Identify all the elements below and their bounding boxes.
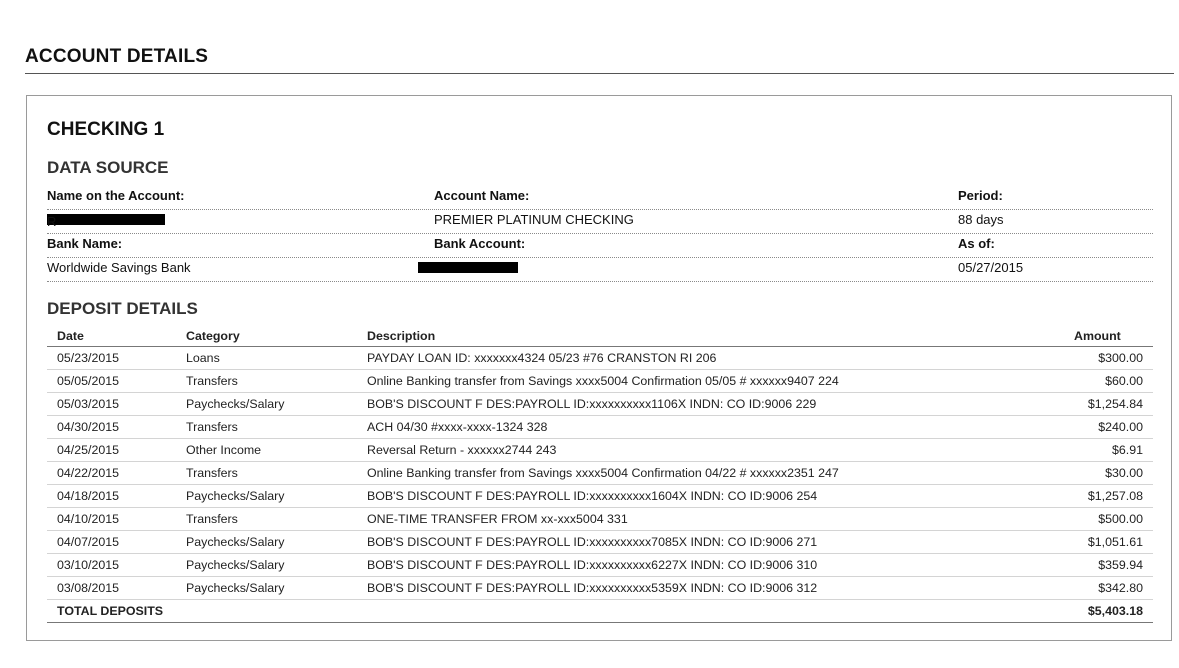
cell-amount: $1,257.08 <box>1074 485 1153 508</box>
as-of-label: As of: <box>958 236 995 251</box>
total-label: TOTAL DEPOSITS <box>47 600 176 623</box>
table-row <box>47 393 1153 416</box>
cell-date: 05/23/2015 <box>47 347 176 370</box>
cell-description: Reversal Return - xxxxxx2744 243 <box>357 439 1074 462</box>
column-header-description: Description <box>357 326 1074 347</box>
cell-description: Online Banking transfer from Savings xxxx5004 Confirmation 05/05 # xxxxxx9407 224 <box>357 370 1074 393</box>
data-source-grid <box>47 186 1153 282</box>
data-source-label-row <box>47 234 1153 258</box>
cell-date: 03/08/2015 <box>47 577 176 600</box>
cell-category: Loans <box>176 347 357 370</box>
deposit-table-header <box>47 326 1153 347</box>
cell-amount: $6.91 <box>1074 439 1153 462</box>
table-row <box>47 508 1153 531</box>
cell-description: Online Banking transfer from Savings xxxx5004 Confirmation 04/22 # xxxxxx2351 247 <box>357 462 1074 485</box>
cell-amount: $240.00 <box>1074 416 1153 439</box>
cell-description: BOB'S DISCOUNT F DES:PAYROLL ID:xxxxxxxxxx7085X INDN: CO ID:9006 271 <box>357 531 1074 554</box>
cell-date: 04/25/2015 <box>47 439 176 462</box>
table-row <box>47 439 1153 462</box>
bank-account-label: Bank Account: <box>434 236 526 251</box>
table-row <box>47 577 1153 600</box>
bank-name-value: Worldwide Savings Bank <box>47 260 191 275</box>
column-header-amount: Amount <box>1074 326 1153 347</box>
deposit-details-heading: DEPOSIT DETAILS <box>47 299 198 318</box>
cell-description: BOB'S DISCOUNT F DES:PAYROLL ID:xxxxxxxxxx1604X INDN: CO ID:9006 254 <box>357 485 1074 508</box>
bank-name-label: Bank Name: <box>47 236 123 251</box>
total-spacer <box>357 600 1074 623</box>
cell-date: 05/05/2015 <box>47 370 176 393</box>
period-label: Period: <box>958 188 1003 203</box>
cell-category: Transfers <box>176 416 357 439</box>
account-title: CHECKING 1 <box>47 119 165 140</box>
table-row <box>47 347 1153 370</box>
account-name-label: Account Name: <box>434 188 530 203</box>
data-source-heading: DATA SOURCE <box>47 158 169 177</box>
data-source-label-row <box>47 186 1153 210</box>
account-name-value: PREMIER PLATINUM CHECKING <box>434 212 634 227</box>
cell-date: 04/30/2015 <box>47 416 176 439</box>
cell-date: 03/10/2015 <box>47 554 176 577</box>
cell-category: Transfers <box>176 508 357 531</box>
cell-date: 04/18/2015 <box>47 485 176 508</box>
account-card <box>26 95 1172 641</box>
column-header-date: Date <box>47 326 176 347</box>
cell-date: 04/22/2015 <box>47 462 176 485</box>
cell-amount: $500.00 <box>1074 508 1153 531</box>
name-on-account-tail: R <box>47 214 57 229</box>
redaction-bar <box>47 214 165 225</box>
data-source-value-row <box>47 258 1153 282</box>
cell-date: 05/03/2015 <box>47 393 176 416</box>
cell-category: Paychecks/Salary <box>176 485 357 508</box>
cell-amount: $1,254.84 <box>1074 393 1153 416</box>
cell-category: Transfers <box>176 462 357 485</box>
total-row <box>47 600 1153 623</box>
cell-description: PAYDAY LOAN ID: xxxxxxx4324 05/23 #76 CRANSTON RI 206 <box>357 347 1074 370</box>
redaction-bar <box>418 262 518 273</box>
table-row <box>47 462 1153 485</box>
cell-amount: $359.94 <box>1074 554 1153 577</box>
table-row <box>47 370 1153 393</box>
page-title: ACCOUNT DETAILS <box>25 46 209 67</box>
table-row <box>47 416 1153 439</box>
cell-description: ACH 04/30 #xxxx-xxxx-1324 328 <box>357 416 1074 439</box>
cell-category: Paychecks/Salary <box>176 577 357 600</box>
table-row <box>47 531 1153 554</box>
heading-divider <box>25 73 1174 74</box>
deposit-table <box>47 326 1153 623</box>
cell-description: BOB'S DISCOUNT F DES:PAYROLL ID:xxxxxxxxxx1106X INDN: CO ID:9006 229 <box>357 393 1074 416</box>
total-amount: $5,403.18 <box>1074 600 1153 623</box>
data-source-value-row <box>47 210 1153 234</box>
cell-amount: $60.00 <box>1074 370 1153 393</box>
cell-category: Paychecks/Salary <box>176 531 357 554</box>
cell-amount: $342.80 <box>1074 577 1153 600</box>
cell-description: BOB'S DISCOUNT F DES:PAYROLL ID:xxxxxxxxxx5359X INDN: CO ID:9006 312 <box>357 577 1074 600</box>
cell-category: Transfers <box>176 370 357 393</box>
total-spacer <box>176 600 357 623</box>
table-row <box>47 554 1153 577</box>
cell-date: 04/07/2015 <box>47 531 176 554</box>
cell-description: BOB'S DISCOUNT F DES:PAYROLL ID:xxxxxxxxxx6227X INDN: CO ID:9006 310 <box>357 554 1074 577</box>
as-of-value: 05/27/2015 <box>958 260 1024 275</box>
cell-category: Paychecks/Salary <box>176 554 357 577</box>
name-on-account-label: Name on the Account: <box>47 188 185 203</box>
cell-amount: $30.00 <box>1074 462 1153 485</box>
column-header-category: Category <box>176 326 357 347</box>
cell-amount: $1,051.61 <box>1074 531 1153 554</box>
table-row <box>47 485 1153 508</box>
cell-category: Paychecks/Salary <box>176 393 357 416</box>
cell-date: 04/10/2015 <box>47 508 176 531</box>
cell-category: Other Income <box>176 439 357 462</box>
cell-amount: $300.00 <box>1074 347 1153 370</box>
period-value: 88 days <box>958 212 1004 227</box>
cell-description: ONE-TIME TRANSFER FROM xx-xxx5004 331 <box>357 508 1074 531</box>
